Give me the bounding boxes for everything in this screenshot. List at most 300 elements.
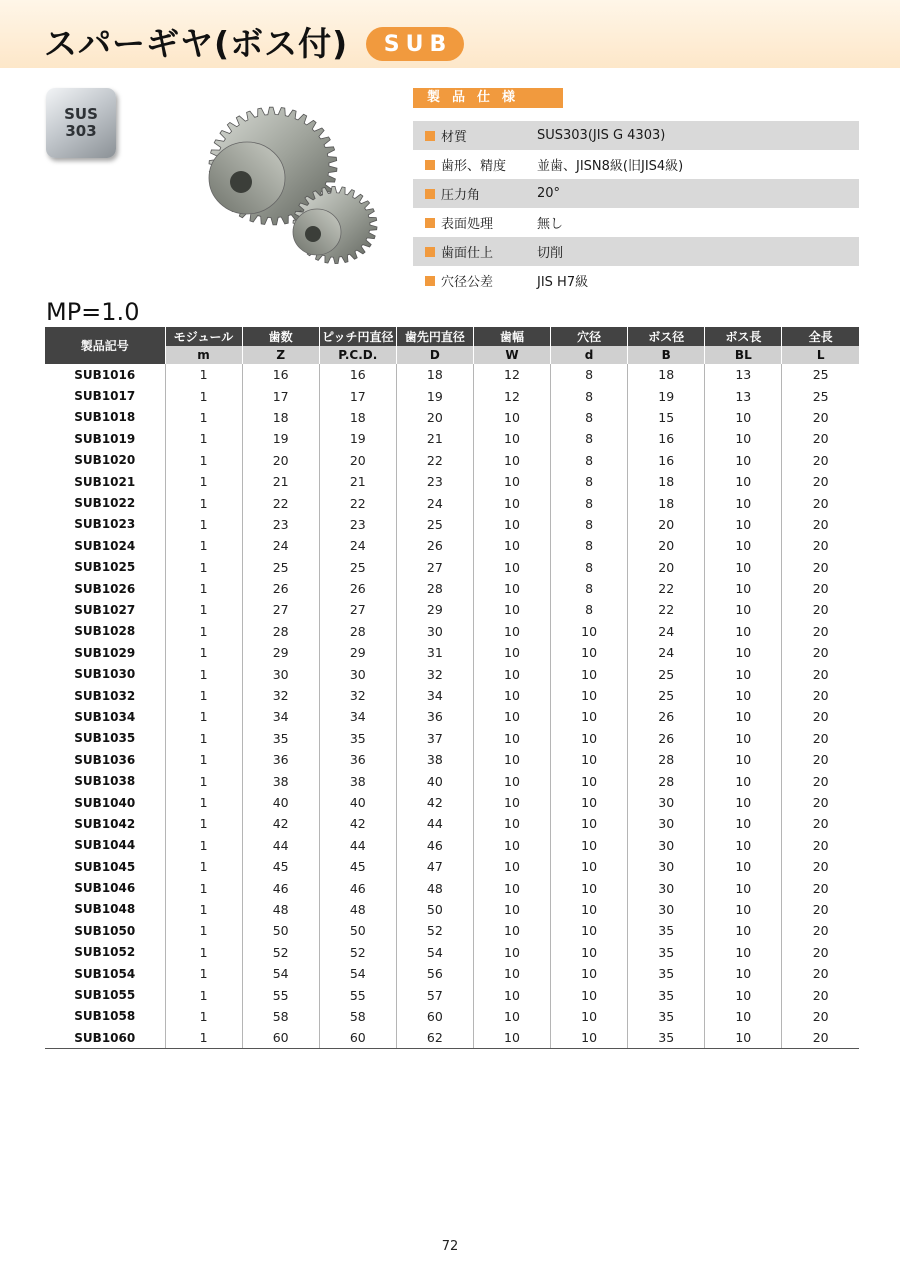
table-row (45, 835, 859, 856)
table-cell: 10 (473, 428, 550, 449)
spec-value: SUS303(JIS G 4303) (537, 128, 666, 143)
table-cell: 52 (242, 942, 319, 963)
spec-label: 圧力角 (441, 188, 481, 203)
table-row (45, 663, 859, 684)
table-cell: 20 (812, 516, 829, 532)
table-row (45, 813, 859, 834)
table-cell: 1 (165, 1027, 242, 1048)
part-number-cell: SUB1042 (45, 813, 165, 834)
column-header: 歯幅 (473, 327, 550, 346)
material-badge-line2: 303 (65, 122, 97, 140)
table-cell: 46 (319, 877, 396, 898)
table-cell: 38 (396, 749, 473, 770)
table-cell: 28 (396, 578, 473, 599)
table-cell: 20 (812, 880, 829, 896)
part-number-cell: SUB1021 (45, 471, 165, 492)
table-cell: 8 (551, 385, 628, 406)
table-cell: 1 (165, 385, 242, 406)
table-row (45, 984, 859, 1005)
part-number-cell: SUB1018 (45, 407, 165, 428)
part-number-cell: SUB1032 (45, 685, 165, 706)
table-cell: 35 (628, 1027, 705, 1048)
table-cell: 20 (812, 837, 829, 853)
table-cell: 25 (628, 685, 705, 706)
table-cell: 20 (812, 431, 829, 447)
table-row (45, 364, 859, 385)
table-cell: 32 (319, 685, 396, 706)
table-cell: 10 (473, 492, 550, 513)
column-header: モジュール (165, 327, 242, 346)
spec-value: JIS H7級 (537, 275, 589, 290)
table-cell: 52 (396, 920, 473, 941)
table-cell: 29 (396, 599, 473, 620)
table-cell: 1 (165, 450, 242, 471)
table-cell: 35 (628, 920, 705, 941)
table-cell: 44 (242, 835, 319, 856)
table-cell: 42 (396, 792, 473, 813)
table-cell: 28 (628, 770, 705, 791)
table-cell: 35 (628, 963, 705, 984)
spec-value: 並歯、JISN8級(旧JIS4級) (537, 159, 684, 174)
table-cell: 20 (812, 666, 829, 682)
table-cell: 10 (551, 984, 628, 1005)
table-cell: 1 (165, 1006, 242, 1027)
table-row (45, 877, 859, 898)
square-bullet-icon (425, 276, 435, 286)
table-cell: 1 (165, 492, 242, 513)
table-cell: 19 (319, 428, 396, 449)
table-cell: 30 (628, 813, 705, 834)
table-cell: 1 (165, 706, 242, 727)
table-cell: 10 (473, 942, 550, 963)
table-cell: 34 (319, 706, 396, 727)
table-cell: 50 (396, 899, 473, 920)
table-cell: 20 (812, 645, 829, 661)
table-cell: 32 (242, 685, 319, 706)
table-cell: 20 (812, 474, 829, 490)
column-header: ピッチ円直径 (319, 327, 396, 346)
table-row (45, 942, 859, 963)
table-cell: 19 (242, 428, 319, 449)
spec-heading: 製品仕様 (413, 88, 563, 108)
table-row (45, 1027, 859, 1048)
table-cell: 10 (551, 813, 628, 834)
table-cell: 10 (705, 899, 782, 920)
table-cell: 10 (551, 728, 628, 749)
table-cell: 10 (473, 984, 550, 1005)
table-cell: 10 (473, 813, 550, 834)
table-cell: 1 (165, 471, 242, 492)
table-cell: 34 (242, 706, 319, 727)
table-row (45, 514, 859, 535)
table-cell: 22 (628, 578, 705, 599)
table-cell: 1 (165, 963, 242, 984)
table-cell: 20 (782, 1027, 859, 1048)
table-cell: 10 (705, 920, 782, 941)
table-cell: 1 (165, 685, 242, 706)
part-number-cell: SUB1048 (45, 899, 165, 920)
table-cell: 48 (242, 899, 319, 920)
table-cell: 1 (165, 621, 242, 642)
table-cell: 10 (551, 835, 628, 856)
table-cell: 20 (242, 450, 319, 471)
table-cell: 1 (165, 728, 242, 749)
square-bullet-icon (425, 218, 435, 228)
table-cell: 10 (473, 1027, 550, 1048)
table-cell: 10 (705, 450, 782, 471)
table-cell: 1 (165, 599, 242, 620)
table-cell: 1 (165, 557, 242, 578)
table-cell: 36 (319, 749, 396, 770)
table-cell: 1 (165, 578, 242, 599)
table-cell: 23 (242, 514, 319, 535)
table-cell: 10 (473, 899, 550, 920)
table-cell: 30 (628, 899, 705, 920)
table-row (45, 899, 859, 920)
table-cell: 10 (473, 450, 550, 471)
table-cell: 20 (628, 535, 705, 556)
table-cell: 20 (812, 495, 829, 511)
table-cell: 10 (551, 706, 628, 727)
table-cell: 1 (165, 899, 242, 920)
table-cell: 13 (705, 364, 782, 385)
table-cell: 54 (242, 963, 319, 984)
table-cell: 20 (812, 859, 829, 875)
table-cell: 58 (242, 1006, 319, 1027)
table-cell: 20 (628, 514, 705, 535)
table-cell: 8 (551, 428, 628, 449)
table-cell: 10 (705, 663, 782, 684)
part-number-cell: SUB1027 (45, 599, 165, 620)
table-cell: 1 (165, 749, 242, 770)
table-cell: 20 (812, 730, 829, 746)
table-cell: 10 (705, 492, 782, 513)
table-cell: 10 (551, 663, 628, 684)
spec-row (413, 208, 859, 237)
table-cell: 60 (242, 1027, 319, 1048)
table-cell: 50 (319, 920, 396, 941)
table-row (45, 1006, 859, 1027)
table-cell: 46 (396, 835, 473, 856)
table-cell: 10 (473, 663, 550, 684)
part-number-cell: SUB1030 (45, 663, 165, 684)
page-number: 72 (441, 1239, 459, 1254)
table-cell: 10 (473, 642, 550, 663)
table-cell: 28 (242, 621, 319, 642)
page-title: スパーギヤ(ボス付) (44, 24, 349, 63)
part-number-cell: SUB1050 (45, 920, 165, 941)
table-cell: 16 (319, 364, 396, 385)
table-cell: 8 (551, 471, 628, 492)
table-cell: 25 (812, 388, 829, 404)
table-cell: 22 (396, 450, 473, 471)
table-cell: 20 (812, 538, 829, 554)
table-cell: 38 (319, 770, 396, 791)
spec-label: 穴径公差 (441, 275, 494, 290)
table-cell: 10 (473, 535, 550, 556)
table-cell: 10 (705, 407, 782, 428)
table-cell: 21 (319, 471, 396, 492)
table-row (45, 770, 859, 791)
part-number-cell: SUB1017 (45, 385, 165, 406)
table-cell: 47 (396, 856, 473, 877)
table-cell: 10 (473, 407, 550, 428)
table-cell: 18 (396, 364, 473, 385)
table-row (45, 856, 859, 877)
table-cell: 26 (396, 535, 473, 556)
column-header: 全長 (782, 327, 859, 346)
table-cell: 20 (812, 966, 829, 982)
table-cell: 10 (705, 621, 782, 642)
table-cell: 10 (705, 877, 782, 898)
table-cell: 35 (628, 942, 705, 963)
table-cell: 8 (551, 364, 628, 385)
square-bullet-icon (425, 131, 435, 141)
part-number-cell: SUB1060 (45, 1027, 165, 1048)
part-number-cell: SUB1045 (45, 856, 165, 877)
table-cell: 10 (551, 1006, 628, 1027)
table-cell: 16 (628, 450, 705, 471)
table-cell: 20 (812, 773, 829, 789)
table-cell: 19 (628, 385, 705, 406)
table-cell: 10 (551, 642, 628, 663)
part-number-cell: SUB1055 (45, 984, 165, 1005)
spec-label: 材質 (441, 130, 468, 145)
table-cell: 12 (473, 364, 550, 385)
table-cell: 20 (812, 923, 829, 939)
table-cell: 57 (396, 984, 473, 1005)
table-cell: 60 (319, 1027, 396, 1048)
table-cell: 36 (242, 749, 319, 770)
table-cell: 17 (242, 385, 319, 406)
table-cell: 36 (396, 706, 473, 727)
square-bullet-icon (425, 247, 435, 257)
table-cell: 10 (473, 749, 550, 770)
column-header: 歯先円直径 (396, 327, 473, 346)
table-cell: 27 (242, 599, 319, 620)
table-cell: 10 (551, 877, 628, 898)
column-symbol: W (473, 346, 550, 364)
table-cell: 10 (705, 1027, 782, 1048)
table-cell: 20 (812, 944, 829, 960)
spec-list (413, 121, 859, 295)
table-cell: 10 (705, 599, 782, 620)
table-cell: 40 (396, 770, 473, 791)
part-number-cell: SUB1025 (45, 557, 165, 578)
table-cell: 18 (628, 364, 705, 385)
table-cell: 35 (628, 984, 705, 1005)
part-number-cell: SUB1026 (45, 578, 165, 599)
table-cell: 55 (242, 984, 319, 1005)
table-cell: 10 (473, 685, 550, 706)
table-cell: 20 (812, 987, 829, 1003)
table-cell: 10 (551, 621, 628, 642)
table-cell: 1 (165, 920, 242, 941)
table-cell: 18 (628, 492, 705, 513)
table-cell: 25 (396, 514, 473, 535)
table-cell: 22 (628, 599, 705, 620)
table-cell: 21 (242, 471, 319, 492)
table-cell: 30 (628, 877, 705, 898)
table-cell: 10 (705, 535, 782, 556)
table-cell: 19 (396, 385, 473, 406)
table-cell: 30 (628, 792, 705, 813)
table-cell: 10 (705, 942, 782, 963)
table-cell: 8 (551, 492, 628, 513)
table-cell: 23 (396, 471, 473, 492)
table-cell: 31 (396, 642, 473, 663)
table-cell: 1 (165, 364, 242, 385)
table-cell: 42 (319, 813, 396, 834)
column-header: 穴径 (551, 327, 628, 346)
part-number-cell: SUB1019 (45, 428, 165, 449)
table-cell: 10 (551, 942, 628, 963)
table-cell: 25 (319, 557, 396, 578)
small-gear (293, 186, 377, 263)
table-cell: 50 (242, 920, 319, 941)
table-cell: 1 (165, 984, 242, 1005)
spec-label: 歯面仕上 (441, 246, 494, 261)
table-cell: 35 (628, 1006, 705, 1027)
table-cell: 10 (705, 642, 782, 663)
table-cell: 10 (473, 514, 550, 535)
table-row (45, 920, 859, 941)
table-cell: 18 (242, 407, 319, 428)
part-number-cell: SUB1020 (45, 450, 165, 471)
gear-product-photo (195, 100, 385, 270)
column-symbol: BL (705, 346, 782, 364)
part-number-cell: SUB1028 (45, 621, 165, 642)
table-cell: 48 (319, 899, 396, 920)
spec-row (413, 237, 859, 266)
part-number-cell: SUB1052 (45, 942, 165, 963)
table-cell: 17 (319, 385, 396, 406)
table-cell: 20 (812, 452, 829, 468)
table-cell: 20 (812, 409, 829, 425)
part-number-cell: SUB1044 (45, 835, 165, 856)
table-cell: 32 (396, 663, 473, 684)
table-cell: 10 (705, 557, 782, 578)
table-cell: 26 (628, 728, 705, 749)
table-cell: 20 (319, 450, 396, 471)
material-badge-line1: SUS (64, 105, 98, 123)
table-row (45, 428, 859, 449)
table-cell: 1 (165, 514, 242, 535)
column-symbol: Z (242, 346, 319, 364)
table-cell: 10 (705, 685, 782, 706)
table-cell: 26 (319, 578, 396, 599)
table-cell: 10 (473, 1006, 550, 1027)
table-row (45, 749, 859, 770)
table-cell: 10 (551, 749, 628, 770)
spec-value: 無し (537, 217, 564, 232)
table-cell: 48 (396, 877, 473, 898)
part-number-cell: SUB1035 (45, 728, 165, 749)
table-cell: 10 (551, 770, 628, 791)
table-cell: 44 (319, 835, 396, 856)
table-cell: 10 (473, 792, 550, 813)
table-cell: 10 (473, 835, 550, 856)
table-cell: 1 (165, 770, 242, 791)
table-cell: 30 (319, 663, 396, 684)
table-cell: 30 (396, 621, 473, 642)
table-cell: 10 (473, 728, 550, 749)
part-number-cell: SUB1034 (45, 706, 165, 727)
spec-row (413, 179, 859, 208)
table-cell: 1 (165, 407, 242, 428)
column-symbol: P.C.D. (319, 346, 396, 364)
table-cell: 1 (165, 642, 242, 663)
table-cell: 40 (242, 792, 319, 813)
table-cell: 10 (705, 835, 782, 856)
table-cell: 12 (473, 385, 550, 406)
table-cell: 10 (473, 770, 550, 791)
spec-label: 歯形、精度 (441, 159, 507, 174)
table-cell: 8 (551, 407, 628, 428)
spec-value: 切削 (537, 246, 564, 261)
table-cell: 30 (242, 663, 319, 684)
table-cell: 10 (705, 706, 782, 727)
table-cell: 10 (705, 792, 782, 813)
table-cell: 27 (319, 599, 396, 620)
table-row (45, 642, 859, 663)
table-cell: 20 (812, 752, 829, 768)
table-cell: 45 (242, 856, 319, 877)
table-cell: 10 (705, 749, 782, 770)
table-cell: 10 (705, 514, 782, 535)
table-cell: 10 (473, 856, 550, 877)
column-symbol: L (782, 346, 859, 364)
table-cell: 10 (473, 963, 550, 984)
table-cell: 8 (551, 578, 628, 599)
part-number-cell: SUB1054 (45, 963, 165, 984)
table-row (45, 492, 859, 513)
table-cell: 8 (551, 535, 628, 556)
table-cell: 10 (473, 578, 550, 599)
table-cell: 54 (396, 942, 473, 963)
table-row (45, 450, 859, 471)
table-cell: 29 (242, 642, 319, 663)
table-cell: 25 (812, 367, 829, 383)
gear-bore (305, 226, 321, 242)
column-symbol: d (551, 346, 628, 364)
table-cell: 26 (628, 706, 705, 727)
table-title: MP=1.0 (46, 298, 140, 326)
spec-label: 表面処理 (441, 217, 494, 232)
table-cell: 16 (242, 364, 319, 385)
table-row (45, 407, 859, 428)
part-number-cell: SUB1036 (45, 749, 165, 770)
table-row (45, 471, 859, 492)
table-cell: 10 (473, 471, 550, 492)
table-row (45, 706, 859, 727)
table-cell: 20 (812, 688, 829, 704)
part-number-cell: SUB1058 (45, 1006, 165, 1027)
table-cell: 58 (319, 1006, 396, 1027)
table-cell: 27 (396, 557, 473, 578)
table-cell: 20 (812, 1008, 829, 1024)
part-number-cell: SUB1046 (45, 877, 165, 898)
table-cell: 10 (705, 963, 782, 984)
table-cell: 18 (319, 407, 396, 428)
part-number-cell: SUB1040 (45, 792, 165, 813)
table-cell: 20 (812, 559, 829, 575)
table-row (45, 685, 859, 706)
table-cell: 52 (319, 942, 396, 963)
table-cell: 45 (319, 856, 396, 877)
table-cell: 18 (628, 471, 705, 492)
column-symbol: D (396, 346, 473, 364)
